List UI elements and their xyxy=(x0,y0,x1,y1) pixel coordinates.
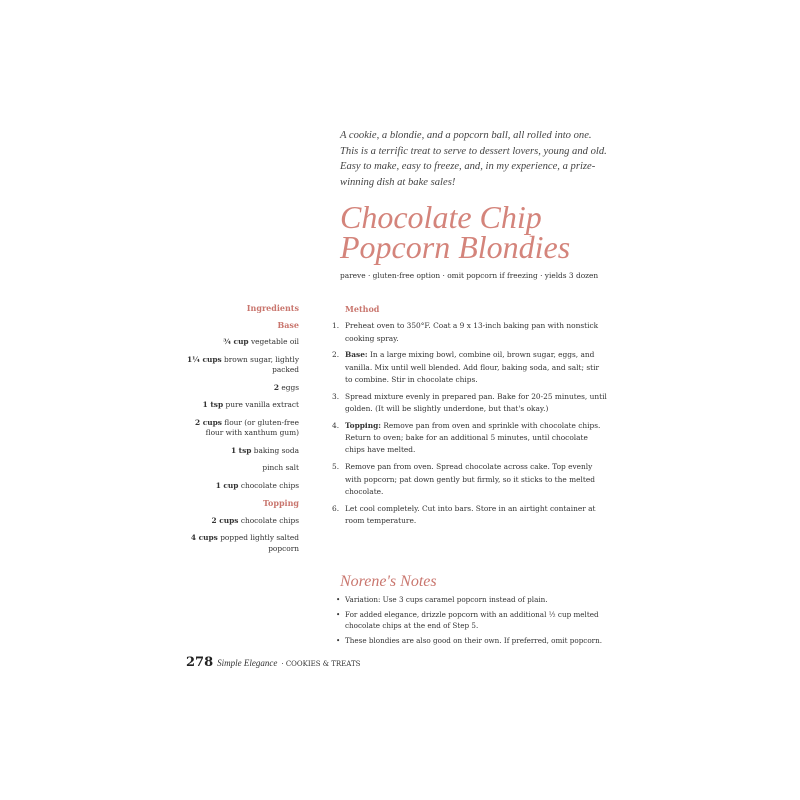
ingredient-text: pure vanilla extract xyxy=(225,400,299,409)
ingredient-amount: ¾ cup xyxy=(223,337,249,346)
title-line-1: Chocolate Chip xyxy=(340,199,542,235)
ingredient-amount: 1 tsp xyxy=(202,400,224,409)
ingredient-amount: 4 cups xyxy=(190,533,218,542)
ingredient-text: chocolate chips xyxy=(240,480,299,490)
step-number: 5. xyxy=(332,462,340,472)
ingredient-item xyxy=(180,383,299,394)
notes-list xyxy=(336,594,611,649)
note-text: Variation: Use 3 cups caramel popcorn instead of plain. xyxy=(345,595,548,604)
step-number: 3. xyxy=(332,391,340,401)
intro-text: A cookie, a blondie, and a popcorn ball, all rolled into one. This is a terrific treat to serve to dessert lovers, young and old. Easy to make, easy to freeze, and, in my experience, a prize-winning dish at bake sales! xyxy=(340,130,607,188)
ingredient-text: vegetable oil xyxy=(250,337,299,346)
step-number: 6. xyxy=(332,503,340,513)
ingredient-item xyxy=(180,481,299,492)
ingredients-heading: Ingredients xyxy=(246,303,299,313)
ingredient-text: brown sugar, lightly packed xyxy=(224,354,299,374)
ingredient-text: chocolate chips xyxy=(240,515,299,525)
base-heading: Base xyxy=(277,319,299,330)
ingredient-amount: 1 cup xyxy=(215,480,239,490)
step-lead: Base: xyxy=(345,350,368,360)
bullet-icon: • xyxy=(336,609,341,619)
step-body xyxy=(345,420,607,457)
topping-heading: Topping xyxy=(262,498,299,508)
step-text: Remove pan from oven. Spread chocolate across cake. Top evenly with popcorn; pat down gently but firmly, so it sticks to the melted chocolate. xyxy=(345,462,595,496)
ingredient-item xyxy=(180,446,299,457)
recipe-subtitle: pareve · gluten-free option · omit popcorn if freezing · yields 3 dozen xyxy=(340,271,599,280)
ingredient-amount: 1¼ cups xyxy=(187,354,222,364)
ingredient-amount: 2 cups xyxy=(195,417,222,427)
recipe-title xyxy=(340,199,571,265)
step-text: Remove pan from oven and sprinkle with chocolate chips. Return to oven; bake for an additional 5 minutes, until chocolate chips have melted. xyxy=(345,420,601,455)
note-item xyxy=(336,609,611,632)
ingredient-item xyxy=(180,463,299,474)
title-line-2: Popcorn Blondies xyxy=(340,229,571,265)
ingredient-item xyxy=(180,516,299,527)
step-number: 4. xyxy=(332,420,340,430)
ingredient-text: flour (or gluten-free flour with xanthum gum) xyxy=(205,417,299,437)
step-body xyxy=(345,320,607,345)
ingredient-amount: 2 cups xyxy=(211,515,239,525)
step-number: 2. xyxy=(332,350,340,360)
step-text: Let cool completely. Cut into bars. Store in an airtight container at room temperature. xyxy=(345,503,596,525)
ingredient-item xyxy=(180,355,299,376)
step-body xyxy=(345,391,607,416)
ingredient-item xyxy=(180,418,299,439)
book-title: Simple Elegance xyxy=(217,658,278,668)
ingredient-text: eggs xyxy=(281,382,299,392)
bullet-icon: • xyxy=(336,635,341,645)
step-text: Preheat oven to 350°F. Coat a 9 x 13-inch baking pan with nonstick cooking spray. xyxy=(345,321,599,343)
step-body xyxy=(345,461,607,498)
ingredient-text: pinch salt xyxy=(262,463,299,472)
ingredient-text: baking soda xyxy=(253,445,299,455)
ingredient-item xyxy=(180,400,299,411)
note-item xyxy=(336,594,611,606)
step-text: In a large mixing bowl, combine oil, brown sugar, eggs, and vanilla. Mix until well blended. Add flour, baking soda, and salt; stir to combine. Stir in chocolate chips. xyxy=(345,350,599,384)
note-text: For added elegance, drizzle popcorn with an additional ½ cup melted chocolate chips at the end of Step 5. xyxy=(345,609,599,630)
page-footer xyxy=(186,655,360,670)
step-number: 1. xyxy=(332,321,340,331)
method-step xyxy=(332,503,607,528)
section-name: · COOKIES & TREATS xyxy=(281,660,361,668)
method-step xyxy=(332,349,607,386)
step-lead: Topping: xyxy=(345,420,381,430)
ingredient-item xyxy=(180,533,299,554)
method-column xyxy=(332,303,607,532)
notes-heading: Norene's Notes xyxy=(340,573,437,590)
step-body xyxy=(345,503,607,528)
method-step xyxy=(332,420,607,457)
ingredient-amount: 2 xyxy=(273,382,279,392)
method-heading: Method xyxy=(345,304,380,314)
ingredient-item xyxy=(180,337,299,348)
page-number: 278 xyxy=(186,655,214,670)
method-step xyxy=(332,461,607,498)
step-body xyxy=(345,349,607,386)
ingredient-amount: 1 tsp xyxy=(230,445,252,455)
note-item xyxy=(336,635,611,647)
ingredient-text: popped lightly salted popcorn xyxy=(220,533,299,553)
method-step xyxy=(332,391,607,416)
note-text: These blondies are also good on their own. If preferred, omit popcorn. xyxy=(345,635,603,645)
step-text: Spread mixture evenly in prepared pan. Bake for 20-25 minutes, until golden. (It will be slightly underdone, but that's okay.) xyxy=(345,391,607,414)
method-step xyxy=(332,320,607,345)
bullet-icon: • xyxy=(336,595,341,604)
ingredients-column xyxy=(180,303,299,561)
